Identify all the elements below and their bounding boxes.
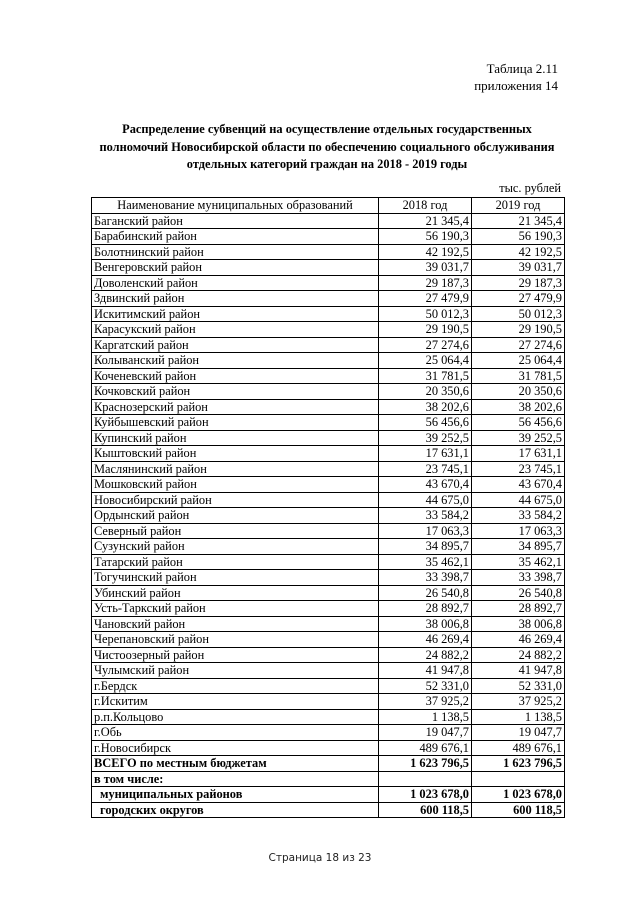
value-2019: 24 882,2 <box>472 647 565 663</box>
table-row <box>92 678 565 694</box>
subsidy-table <box>91 197 565 818</box>
row-name: Татарский район <box>92 554 379 570</box>
row-name: муниципальных районов <box>92 787 379 803</box>
row-name: Чистоозерный район <box>92 647 379 663</box>
value-2018: 38 006,8 <box>379 616 472 632</box>
value-2018: 25 064,4 <box>379 353 472 369</box>
table-row <box>92 616 565 632</box>
value-2019: 29 190,5 <box>472 322 565 338</box>
row-name: г.Новосибирск <box>92 740 379 756</box>
value-2018: 44 675,0 <box>379 492 472 508</box>
row-name: Коченевский район <box>92 368 379 384</box>
row-name: Усть-Таркский район <box>92 601 379 617</box>
value-2019: 17 063,3 <box>472 523 565 539</box>
table-row <box>92 647 565 663</box>
value-2019: 25 064,4 <box>472 353 565 369</box>
value-2018: 21 345,4 <box>379 213 472 229</box>
row-name: Баганский район <box>92 213 379 229</box>
value-2018: 1 023 678,0 <box>379 787 472 803</box>
value-2018: 37 925,2 <box>379 694 472 710</box>
value-2018: 19 047,7 <box>379 725 472 741</box>
row-name: городских округов <box>92 802 379 818</box>
value-2019: 28 892,7 <box>472 601 565 617</box>
column-header-name: Наименование муниципальных образований <box>92 198 379 214</box>
table-row <box>92 539 565 555</box>
row-name: Доволенский район <box>92 275 379 291</box>
value-2018: 26 540,8 <box>379 585 472 601</box>
value-2019: 27 479,9 <box>472 291 565 307</box>
table-row <box>92 585 565 601</box>
value-2019: 56 190,3 <box>472 229 565 245</box>
including-label: в том числе: <box>92 771 379 787</box>
row-name: Колыванский район <box>92 353 379 369</box>
row-name: Каргатский район <box>92 337 379 353</box>
value-2018: 56 190,3 <box>379 229 472 245</box>
value-2019: 20 350,6 <box>472 384 565 400</box>
value-2019: 1 138,5 <box>472 709 565 725</box>
table-row <box>92 632 565 648</box>
value-2018: 31 781,5 <box>379 368 472 384</box>
value-2018: 28 892,7 <box>379 601 472 617</box>
row-name: Северный район <box>92 523 379 539</box>
table-row <box>92 244 565 260</box>
value-2018: 29 190,5 <box>379 322 472 338</box>
table-header-row <box>92 198 565 214</box>
value-2019: 31 781,5 <box>472 368 565 384</box>
value-2019: 1 623 796,5 <box>472 756 565 772</box>
value-2018: 34 895,7 <box>379 539 472 555</box>
appendix-label: приложения 14 <box>474 78 558 93</box>
value-2018: 56 456,6 <box>379 415 472 431</box>
table-row <box>92 570 565 586</box>
value-2019: 38 006,8 <box>472 616 565 632</box>
value-2018: 27 274,6 <box>379 337 472 353</box>
value-2019: 34 895,7 <box>472 539 565 555</box>
value-2019: 39 031,7 <box>472 260 565 276</box>
value-2019: 50 012,3 <box>472 306 565 322</box>
value-2018: 46 269,4 <box>379 632 472 648</box>
row-name: Убинский район <box>92 585 379 601</box>
table-row <box>92 725 565 741</box>
table-row <box>92 353 565 369</box>
column-header-2018: 2018 год <box>379 198 472 214</box>
table-row <box>92 477 565 493</box>
row-name: Сузунский район <box>92 539 379 555</box>
row-name: р.п.Кольцово <box>92 709 379 725</box>
title-line-1: Распределение субвенций на осуществление отдельных государственных <box>122 122 532 136</box>
value-2019: 41 947,8 <box>472 663 565 679</box>
value-2019: 17 631,1 <box>472 446 565 462</box>
row-name: Здвинский район <box>92 291 379 307</box>
table-row <box>92 740 565 756</box>
value-2018: 42 192,5 <box>379 244 472 260</box>
document-title <box>90 121 564 174</box>
value-2018: 27 479,9 <box>379 291 472 307</box>
value-2019: 43 670,4 <box>472 477 565 493</box>
value-2019: 39 252,5 <box>472 430 565 446</box>
value-2018: 33 584,2 <box>379 508 472 524</box>
table-row <box>92 492 565 508</box>
table-row <box>92 213 565 229</box>
value-2018: 43 670,4 <box>379 477 472 493</box>
value-2018: 35 462,1 <box>379 554 472 570</box>
table-row <box>92 291 565 307</box>
units-label: тыс. рублей <box>499 181 561 195</box>
value-2019: 44 675,0 <box>472 492 565 508</box>
value-2018: 38 202,6 <box>379 399 472 415</box>
table-row <box>92 430 565 446</box>
value-2018: 23 745,1 <box>379 461 472 477</box>
value-2018: 1 138,5 <box>379 709 472 725</box>
row-name: Чулымский район <box>92 663 379 679</box>
value-2019: 1 023 678,0 <box>472 787 565 803</box>
row-name: Новосибирский район <box>92 492 379 508</box>
table-row <box>92 229 565 245</box>
value-2019: 23 745,1 <box>472 461 565 477</box>
value-2018: 39 252,5 <box>379 430 472 446</box>
table-row <box>92 554 565 570</box>
value-2018: 20 350,6 <box>379 384 472 400</box>
value-2018: 41 947,8 <box>379 663 472 679</box>
value-2019: 56 456,6 <box>472 415 565 431</box>
row-name: ВСЕГО по местным бюджетам <box>92 756 379 772</box>
row-name: Болотнинский район <box>92 244 379 260</box>
table-number: Таблица 2.11 <box>486 61 558 76</box>
value-2018: 39 031,7 <box>379 260 472 276</box>
value-2019: 42 192,5 <box>472 244 565 260</box>
title-line-2: полномочий Новосибирской области по обеспечению социального обслуживания <box>99 139 555 154</box>
empty-cell <box>379 771 472 787</box>
row-name: Краснозерский район <box>92 399 379 415</box>
page-number: Страница 18 из 23 <box>268 852 372 864</box>
value-2018: 52 331,0 <box>379 678 472 694</box>
table-row <box>92 601 565 617</box>
row-name: г.Обь <box>92 725 379 741</box>
row-name: Чановский район <box>92 616 379 632</box>
table-row <box>92 709 565 725</box>
subtotal-row <box>92 802 565 818</box>
including-row <box>92 771 565 787</box>
table-row <box>92 523 565 539</box>
value-2019: 52 331,0 <box>472 678 565 694</box>
table-row <box>92 275 565 291</box>
value-2019: 33 398,7 <box>472 570 565 586</box>
row-name: Купинский район <box>92 430 379 446</box>
table-row <box>92 260 565 276</box>
value-2018: 17 631,1 <box>379 446 472 462</box>
value-2019: 37 925,2 <box>472 694 565 710</box>
row-name: Кочковский район <box>92 384 379 400</box>
value-2018: 29 187,3 <box>379 275 472 291</box>
value-2018: 50 012,3 <box>379 306 472 322</box>
table-row <box>92 508 565 524</box>
value-2019: 35 462,1 <box>472 554 565 570</box>
value-2019: 26 540,8 <box>472 585 565 601</box>
table-row <box>92 446 565 462</box>
value-2019: 489 676,1 <box>472 740 565 756</box>
value-2019: 33 584,2 <box>472 508 565 524</box>
value-2019: 600 118,5 <box>472 802 565 818</box>
table-row <box>92 384 565 400</box>
table-row <box>92 461 565 477</box>
row-name: Тогучинский район <box>92 570 379 586</box>
row-name: Мошковский район <box>92 477 379 493</box>
table-row <box>92 337 565 353</box>
value-2018: 1 623 796,5 <box>379 756 472 772</box>
value-2019: 19 047,7 <box>472 725 565 741</box>
column-header-2019: 2019 год <box>472 198 565 214</box>
table-row <box>92 415 565 431</box>
title-line-3: отдельных категорий граждан на 2018 - 2019 годы <box>186 157 468 171</box>
value-2018: 600 118,5 <box>379 802 472 818</box>
value-2019: 46 269,4 <box>472 632 565 648</box>
value-2018: 489 676,1 <box>379 740 472 756</box>
table-row <box>92 694 565 710</box>
value-2019: 38 202,6 <box>472 399 565 415</box>
table-row <box>92 322 565 338</box>
subtotal-row <box>92 787 565 803</box>
table-row <box>92 368 565 384</box>
table-row <box>92 663 565 679</box>
row-name: Кыштовский район <box>92 446 379 462</box>
row-name: Черепановский район <box>92 632 379 648</box>
value-2018: 33 398,7 <box>379 570 472 586</box>
row-name: Маслянинский район <box>92 461 379 477</box>
table-row <box>92 306 565 322</box>
row-name: Барабинский район <box>92 229 379 245</box>
table-row <box>92 399 565 415</box>
row-name: Венгеровский район <box>92 260 379 276</box>
row-name: Ордынский район <box>92 508 379 524</box>
value-2019: 21 345,4 <box>472 213 565 229</box>
value-2018: 17 063,3 <box>379 523 472 539</box>
row-name: Искитимский район <box>92 306 379 322</box>
row-name: Куйбышевский район <box>92 415 379 431</box>
table-reference <box>474 60 558 94</box>
row-name: г.Бердск <box>92 678 379 694</box>
total-row <box>92 756 565 772</box>
empty-cell <box>472 771 565 787</box>
value-2018: 24 882,2 <box>379 647 472 663</box>
value-2019: 29 187,3 <box>472 275 565 291</box>
value-2019: 27 274,6 <box>472 337 565 353</box>
row-name: Карасукский район <box>92 322 379 338</box>
row-name: г.Искитим <box>92 694 379 710</box>
